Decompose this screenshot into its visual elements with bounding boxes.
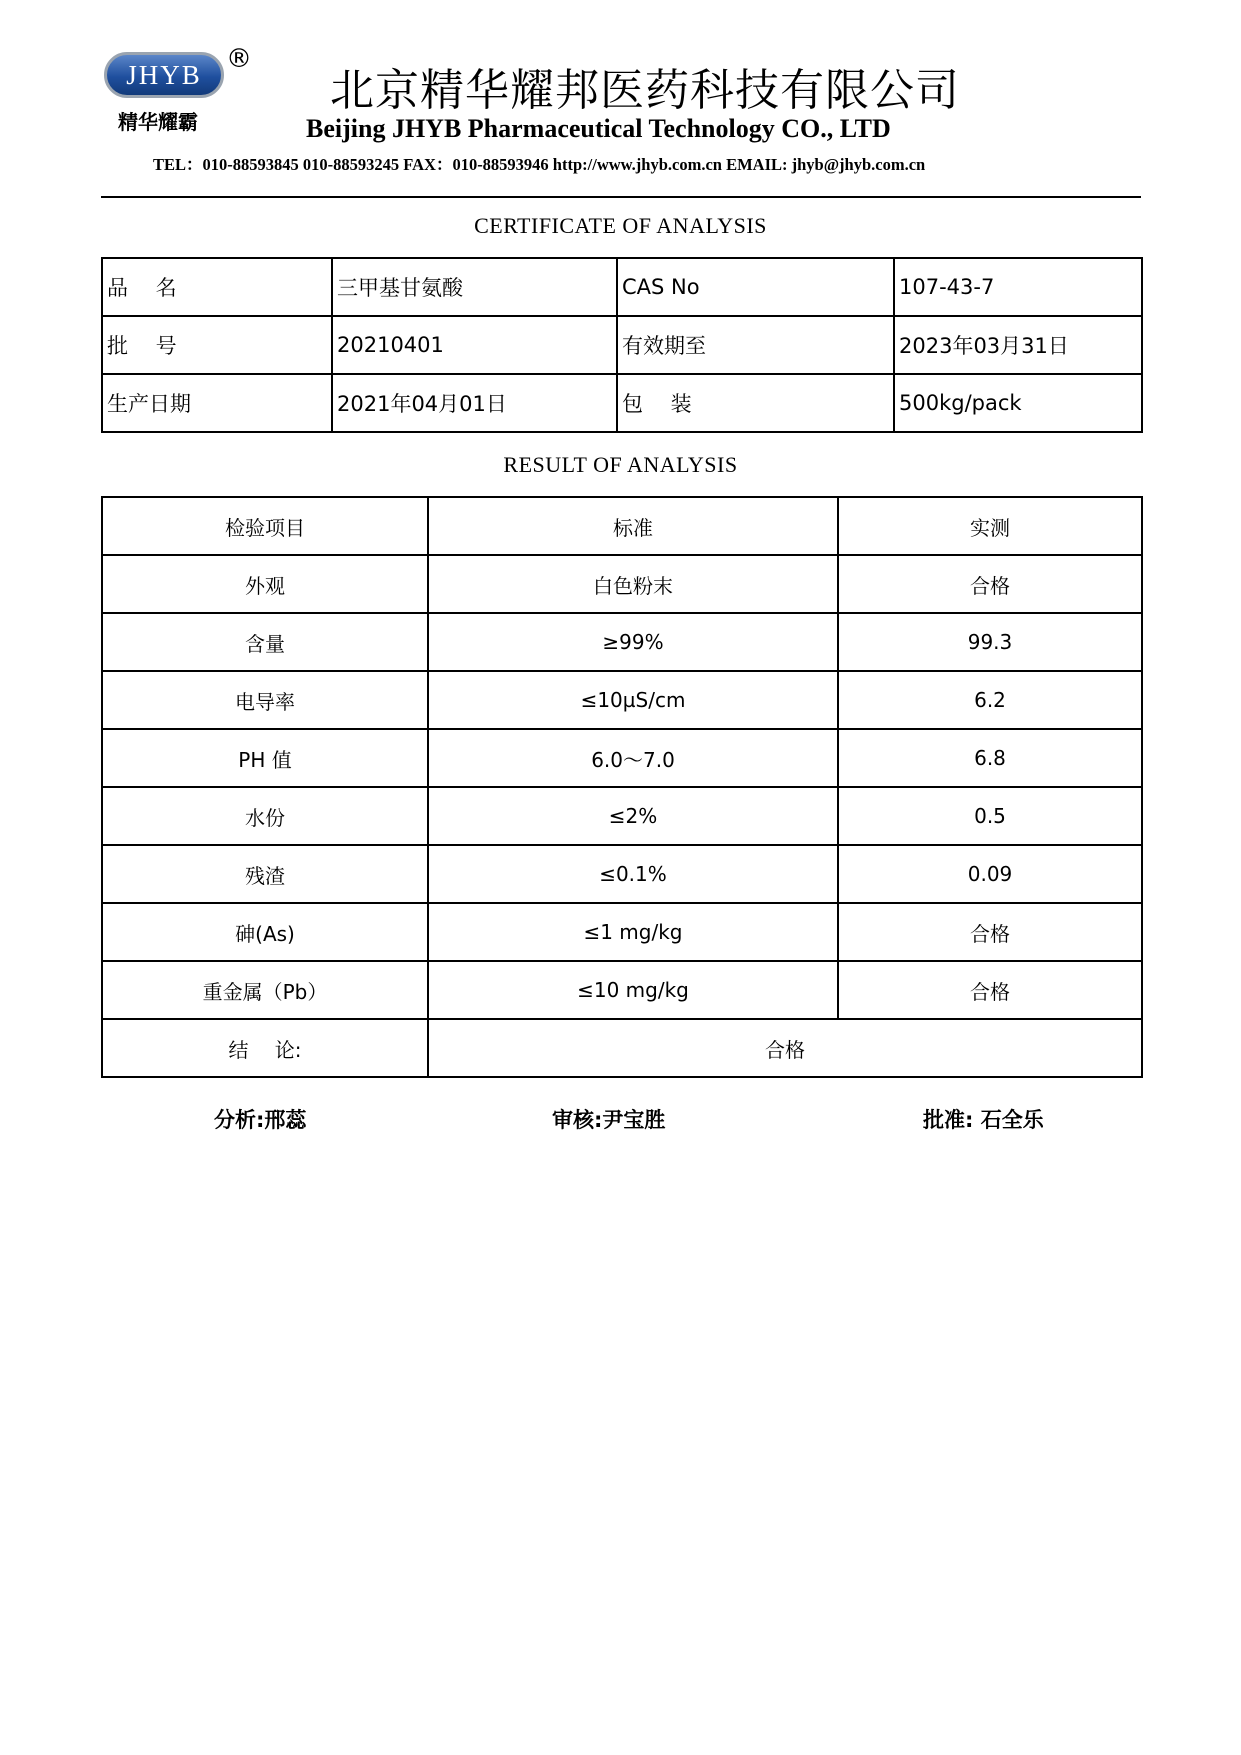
test-result: 合格: [838, 903, 1142, 961]
test-item: 重金属（Pb）: [102, 961, 428, 1019]
test-result: 6.8: [838, 729, 1142, 787]
conclusion-row: [102, 1019, 1142, 1077]
test-item: 电导率: [102, 671, 428, 729]
info-row: [102, 258, 1142, 316]
test-item: 水份: [102, 787, 428, 845]
certificate-title: CERTIFICATE OF ANALYSIS: [474, 213, 767, 238]
company-name-cn: 北京精华耀邦医药科技有限公司: [330, 65, 960, 116]
analyst-signature: 分析:邢蕊: [214, 1108, 307, 1132]
conclusion-value: 合格: [428, 1019, 1142, 1077]
info-value: 三甲基甘氨酸: [332, 258, 617, 316]
header-divider: [101, 196, 1141, 198]
column-header: 检验项目: [102, 497, 428, 555]
company-logo: [104, 44, 252, 134]
test-result: 合格: [838, 555, 1142, 613]
test-result: 0.09: [838, 845, 1142, 903]
registered-mark: ®: [226, 44, 252, 74]
test-standard: 白色粉末: [428, 555, 838, 613]
reviewer-signature: 审核:尹宝胜: [552, 1108, 666, 1132]
table-row: [102, 961, 1142, 1019]
info-value: 2021年04月01日: [332, 374, 617, 432]
results-table: [101, 496, 1143, 1078]
info-value: 107-43-7: [894, 258, 1142, 316]
test-standard: ≤1 mg/kg: [428, 903, 838, 961]
logo-chinese-name: 精华耀霸: [118, 110, 198, 134]
test-standard: ≤10µS/cm: [428, 671, 838, 729]
info-value: 20210401: [332, 316, 617, 374]
info-label: 生产日期: [102, 374, 332, 432]
test-item: 残渣: [102, 845, 428, 903]
test-standard: ≤10 mg/kg: [428, 961, 838, 1019]
table-row: [102, 729, 1142, 787]
test-item: PH 值: [102, 729, 428, 787]
logo-badge: JHYB: [104, 52, 224, 98]
test-item: 含量: [102, 613, 428, 671]
conclusion-label: 结 论:: [102, 1019, 428, 1077]
info-label: 包 装: [617, 374, 894, 432]
test-item: 外观: [102, 555, 428, 613]
info-label: 有效期至: [617, 316, 894, 374]
table-row: [102, 613, 1142, 671]
info-row: [102, 316, 1142, 374]
info-label: 品 名: [102, 258, 332, 316]
info-label: 批 号: [102, 316, 332, 374]
info-label: CAS No: [617, 258, 894, 316]
column-header: 标准: [428, 497, 838, 555]
product-info-table: [101, 257, 1143, 433]
table-row: [102, 555, 1142, 613]
info-value: 500kg/pack: [894, 374, 1142, 432]
table-row: [102, 845, 1142, 903]
test-result: 合格: [838, 961, 1142, 1019]
test-standard: 6.0～7.0: [428, 729, 838, 787]
column-header: 实测: [838, 497, 1142, 555]
table-row: [102, 671, 1142, 729]
result-title: RESULT OF ANALYSIS: [503, 452, 738, 477]
info-row: [102, 374, 1142, 432]
results-header-row: [102, 497, 1142, 555]
test-item: 砷(As): [102, 903, 428, 961]
test-result: 0.5: [838, 787, 1142, 845]
test-standard: ≤0.1%: [428, 845, 838, 903]
table-row: [102, 787, 1142, 845]
approver-signature: 批准: 石全乐: [923, 1108, 1044, 1132]
contact-line: TEL：010-88593845 010-88593245 FAX：010-88593946 http://www.jhyb.com.cn EMAIL: jhyb@jhyb.com.cn: [153, 155, 926, 174]
test-result: 6.2: [838, 671, 1142, 729]
company-name-en: Beijing JHYB Pharmaceutical Technology CO., LTD: [306, 114, 891, 143]
table-row: [102, 903, 1142, 961]
test-result: 99.3: [838, 613, 1142, 671]
test-standard: ≤2%: [428, 787, 838, 845]
test-standard: ≥99%: [428, 613, 838, 671]
info-value: 2023年03月31日: [894, 316, 1142, 374]
